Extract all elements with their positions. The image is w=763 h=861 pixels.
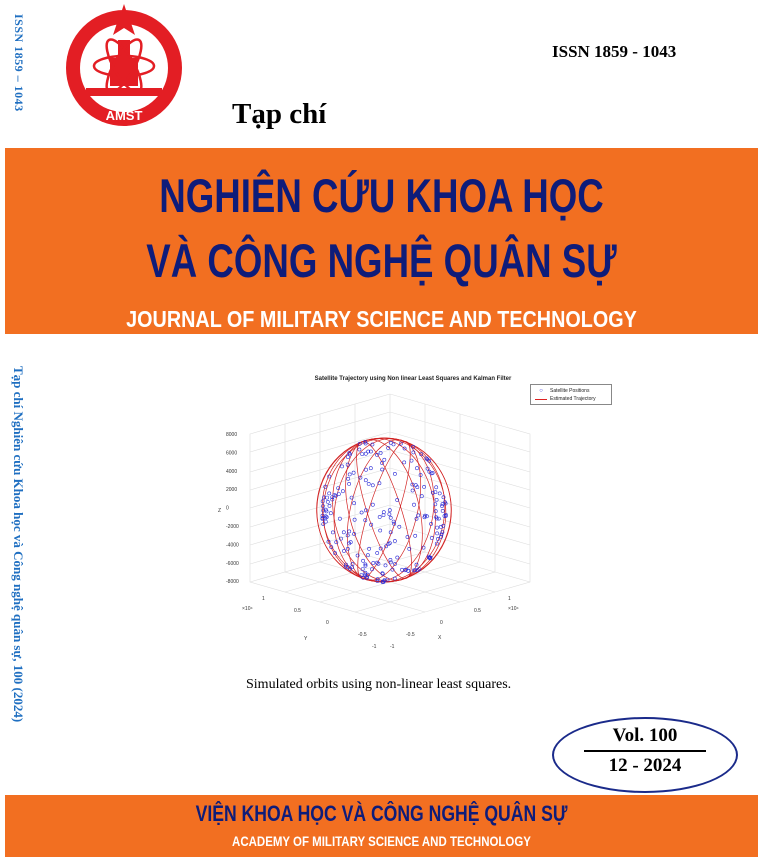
satellite-point	[381, 468, 384, 471]
satellite-point	[324, 520, 327, 523]
cover-figure	[212, 372, 614, 654]
satellite-point	[388, 513, 391, 516]
satellite-point	[353, 518, 356, 521]
satellite-point	[430, 536, 433, 539]
x-tick-label: 1	[508, 596, 511, 602]
z-tick-label: -4000	[226, 542, 239, 549]
satellite-point	[403, 461, 406, 464]
satellite-point	[341, 490, 344, 493]
satellite-point	[364, 452, 367, 455]
issn-label: ISSN 1859 - 1043	[552, 42, 677, 61]
volume-divider	[584, 750, 706, 752]
y-tick-label: 1	[262, 596, 265, 602]
y-tick-label: -0.5	[358, 632, 367, 638]
satellite-point	[392, 520, 395, 523]
x-axis-label: X	[438, 635, 442, 641]
satellite-point	[364, 468, 367, 471]
satellite-point	[376, 551, 379, 554]
journal-title-english: JOURNAL OF MILITARY SCIENCE AND TECHNOLOGY	[126, 306, 637, 332]
satellite-point	[435, 486, 438, 489]
satellite-point	[441, 509, 444, 512]
y-tick-label: 0	[326, 620, 329, 626]
satellite-point	[346, 534, 349, 537]
satellite-point	[364, 479, 367, 482]
satellite-point	[371, 484, 374, 487]
satellite-point	[393, 472, 396, 475]
y-tick-label: 0.5	[294, 608, 301, 614]
y-axis-label: Y	[304, 636, 308, 642]
satellite-point	[362, 559, 365, 562]
amst-logo	[62, 2, 186, 132]
satellite-point	[348, 482, 351, 485]
satellite-point	[411, 489, 414, 492]
satellite-point	[438, 492, 441, 495]
satellite-point	[337, 493, 340, 496]
z-tick-label: 2000	[226, 487, 238, 494]
satellite-point	[389, 516, 392, 519]
satellite-point	[412, 503, 415, 506]
z-tick-label: 4000	[226, 468, 238, 475]
publisher-name-vn: VIỆN KHOA HỌC VÀ CÔNG NGHỆ QUÂN SỰ	[195, 801, 568, 826]
satellite-point	[415, 467, 418, 470]
figure-caption: Simulated orbits using non-linear least squares.	[246, 677, 512, 692]
x-exponent-label: ×10⁴	[508, 606, 519, 612]
satellite-point	[434, 510, 437, 513]
spine-citation: Tạp chí Nghiên cứu Khoa học và Công nghệ quân sự, 100 (2024)	[11, 366, 26, 723]
satellite-point	[384, 564, 387, 567]
satellite-point	[367, 482, 370, 485]
satellite-point	[371, 503, 374, 506]
satellite-point	[369, 467, 372, 470]
satellite-point	[348, 473, 351, 476]
x-tick-label: 0.5	[474, 608, 481, 614]
satellite-point	[379, 529, 382, 532]
satellite-point	[389, 441, 392, 444]
z-tick-label: -6000	[226, 560, 239, 567]
satellite-point	[326, 500, 329, 503]
satellite-point	[342, 549, 345, 552]
legend-label-trajectory: Estimated Trajectory	[550, 396, 596, 402]
y-tick-label: -1	[390, 644, 395, 650]
volume-date: 12 - 2024	[608, 755, 682, 776]
figure-title: Satellite Trajectory using Non linear Least Squares and Kalman Filter	[314, 376, 512, 382]
z-tick-label: -2000	[226, 524, 239, 530]
satellite-point	[340, 465, 343, 468]
x-tick-label: 0	[440, 620, 443, 626]
satellite-point	[393, 539, 396, 542]
satellite-point	[346, 456, 349, 459]
legend-circle-icon: ○	[539, 388, 543, 394]
z-tick-label: 0	[226, 505, 229, 512]
z-axis-label: Z	[218, 508, 222, 514]
satellite-point	[328, 504, 331, 507]
satellite-point	[361, 568, 364, 571]
journal-prefix: Tạp chí	[232, 98, 327, 130]
x-tick-label: -0.5	[406, 632, 415, 638]
satellite-point	[361, 453, 364, 456]
satellite-point	[329, 512, 332, 515]
y-exponent-label: ×10⁴	[242, 606, 253, 612]
satellite-point	[348, 530, 351, 533]
z-tick-label: 8000	[226, 432, 238, 438]
spine-issn: ISSN 1859 – 1043	[12, 14, 26, 112]
satellite-point	[372, 561, 375, 564]
volume-badge	[552, 717, 738, 793]
publisher-footer	[5, 795, 758, 857]
satellite-point	[358, 448, 361, 451]
trajectory-plot	[212, 372, 614, 654]
satellite-point	[331, 531, 334, 534]
satellite-point	[414, 534, 417, 537]
legend-label-positions: Satellite Positions	[550, 388, 590, 394]
logo-text: AMST	[105, 108, 143, 123]
satellite-point	[400, 568, 403, 571]
journal-title-line1: NGHIÊN CỨU KHOA HỌC	[159, 169, 604, 222]
satellite-point	[436, 526, 439, 529]
satellite-point	[383, 458, 386, 461]
satellite-point	[378, 515, 381, 518]
satellite-point	[410, 459, 413, 462]
volume-number: Vol. 100	[612, 725, 678, 746]
journal-title-line2: VÀ CÔNG NGHỆ QUÂN SỰ	[146, 234, 617, 287]
publisher-name-en: ACADEMY OF MILITARY SCIENCE AND TECHNOLOGY	[232, 833, 531, 849]
satellite-point	[342, 531, 345, 534]
title-banner	[5, 148, 758, 334]
z-tick-label: -8000	[226, 579, 239, 586]
satellite-point	[396, 556, 399, 559]
satellite-point	[436, 532, 439, 535]
z-tick-label: 6000	[226, 450, 238, 457]
satellite-point	[328, 492, 331, 495]
x-tick-label: -1	[372, 644, 377, 650]
